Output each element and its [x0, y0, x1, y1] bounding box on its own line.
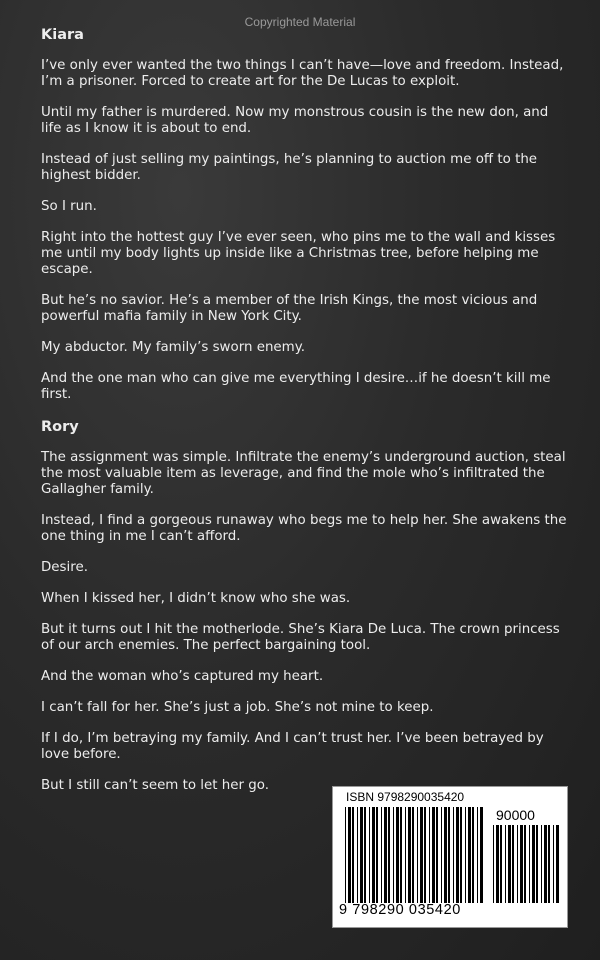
barcode-bar: [553, 825, 554, 903]
paragraph: When I kissed her, I didn’t know who she was.: [41, 591, 351, 606]
barcode-bar: [472, 807, 474, 903]
isbn-barcode: [332, 786, 568, 928]
barcode-bar: [360, 807, 363, 903]
barcode-bar: [544, 825, 547, 903]
barcode-bar: [393, 807, 394, 903]
back-cover-blurb: [41, 26, 569, 809]
paragraph: Instead, I find a gorgeous runaway who begs me to help her. She awakens the one thing in me I can’t afford.: [41, 513, 567, 544]
barcode-bar: [441, 807, 442, 903]
barcode-bars-icon: [345, 807, 485, 903]
barcode-bar: [468, 807, 471, 903]
barcode-bar: [460, 807, 462, 903]
barcode-bar: [505, 825, 506, 903]
barcode-bar: [453, 807, 454, 903]
paragraph: So I run.: [41, 199, 97, 214]
price-code: 90000: [496, 807, 535, 823]
barcode-bar: [456, 807, 459, 903]
barcode-bar: [405, 807, 406, 903]
paragraph: But it turns out I hit the motherlode. She’s Kiara De Luca. The crown princess of our arch enemies. The perfect bargaining tool.: [41, 622, 560, 653]
barcode-bar: [376, 807, 378, 903]
paragraph: Instead of just selling my paintings, he’s planning to auction me off to the highest bidder.: [41, 152, 538, 183]
barcode-bar: [529, 825, 530, 903]
barcode-bar: [548, 825, 550, 903]
barcode-bar: [400, 807, 402, 903]
barcode-bar: [556, 825, 559, 903]
section-rory: [41, 418, 569, 794]
paragraph: I can’t fall for her. She’s just a job. She’s not mine to keep.: [41, 700, 434, 715]
section-kiara: [41, 26, 569, 403]
barcode-bar: [524, 825, 526, 903]
barcode-bar: [352, 807, 354, 903]
barcode-bar: [444, 807, 447, 903]
paragraph: Right into the hottest guy I’ve ever seen, who pins me to the wall and kisses me until my body lights up inside like a Christmas tree, before helping me escape.: [41, 230, 556, 277]
barcode-bar: [417, 807, 418, 903]
barcode-bar: [420, 807, 423, 903]
barcode-bar: [396, 807, 399, 903]
paragraph: And the one man who can give me everything I desire…if he doesn’t kill me first.: [41, 371, 551, 402]
barcode-bar: [508, 825, 511, 903]
barcode-bar: [520, 825, 523, 903]
barcode-bar: [357, 807, 358, 903]
paragraph: If I do, I’m betraying my family. And I can’t trust her. I’ve been betrayed by love before.: [41, 731, 544, 762]
barcode-bar: [480, 807, 483, 903]
barcode-bar: [388, 807, 390, 903]
barcode-bar: [448, 807, 450, 903]
paragraph: And the woman who’s captured my heart.: [41, 669, 324, 684]
paragraph: Desire.: [41, 560, 88, 575]
barcode-bar: [493, 825, 494, 903]
barcode-bar: [477, 807, 478, 903]
watermark-top: Copyrighted Material: [244, 15, 356, 29]
barcode-bar: [500, 825, 502, 903]
barcode-bar: [412, 807, 414, 903]
barcode-bar: [465, 807, 466, 903]
barcode-bar: [408, 807, 411, 903]
barcode-bar: [536, 825, 538, 903]
barcode-bar: [512, 825, 514, 903]
barcode-bar: [348, 807, 351, 903]
barcode-bar: [424, 807, 426, 903]
isbn-label: ISBN 9798290035420: [346, 790, 465, 804]
barcode-bar: [345, 807, 346, 903]
paragraph: But he’s no savior. He’s a member of the Irish Kings, the most vicious and powerful mafia family in New York City.: [41, 293, 538, 324]
section-heading: Kiara: [41, 27, 84, 43]
barcode-bar: [532, 825, 535, 903]
barcode-bar: [517, 825, 518, 903]
barcode-digits: 9 798290 035420: [339, 902, 461, 918]
barcode-bar: [384, 807, 387, 903]
barcode-bar: [381, 807, 382, 903]
barcode-bar: [369, 807, 370, 903]
barcode-bar: [496, 825, 499, 903]
paragraph: The assignment was simple. Infiltrate the enemy’s underground auction, steal the most valuable item as leverage, and find the mole who’s infiltrated the Gallagher family.: [41, 450, 566, 497]
barcode-bar: [429, 807, 430, 903]
addon-barcode-bars-icon: [493, 825, 559, 903]
section-heading: Rory: [41, 419, 79, 435]
paragraph: Until my father is murdered. Now my monstrous cousin is the new don, and life as I know it is about to end.: [41, 105, 549, 136]
barcode-bar: [432, 807, 435, 903]
paragraph: My abductor. My family’s sworn enemy.: [41, 340, 305, 355]
barcode-bar: [364, 807, 366, 903]
barcode-bar: [436, 807, 438, 903]
paragraph: But I still can’t seem to let her go.: [41, 778, 269, 793]
barcode-bar: [541, 825, 542, 903]
barcode-bar: [372, 807, 375, 903]
paragraph: I’ve only ever wanted the two things I can’t have—love and freedom. Instead, I’m a prisoner. Forced to create art for the De Lucas to exploit.: [41, 58, 564, 89]
